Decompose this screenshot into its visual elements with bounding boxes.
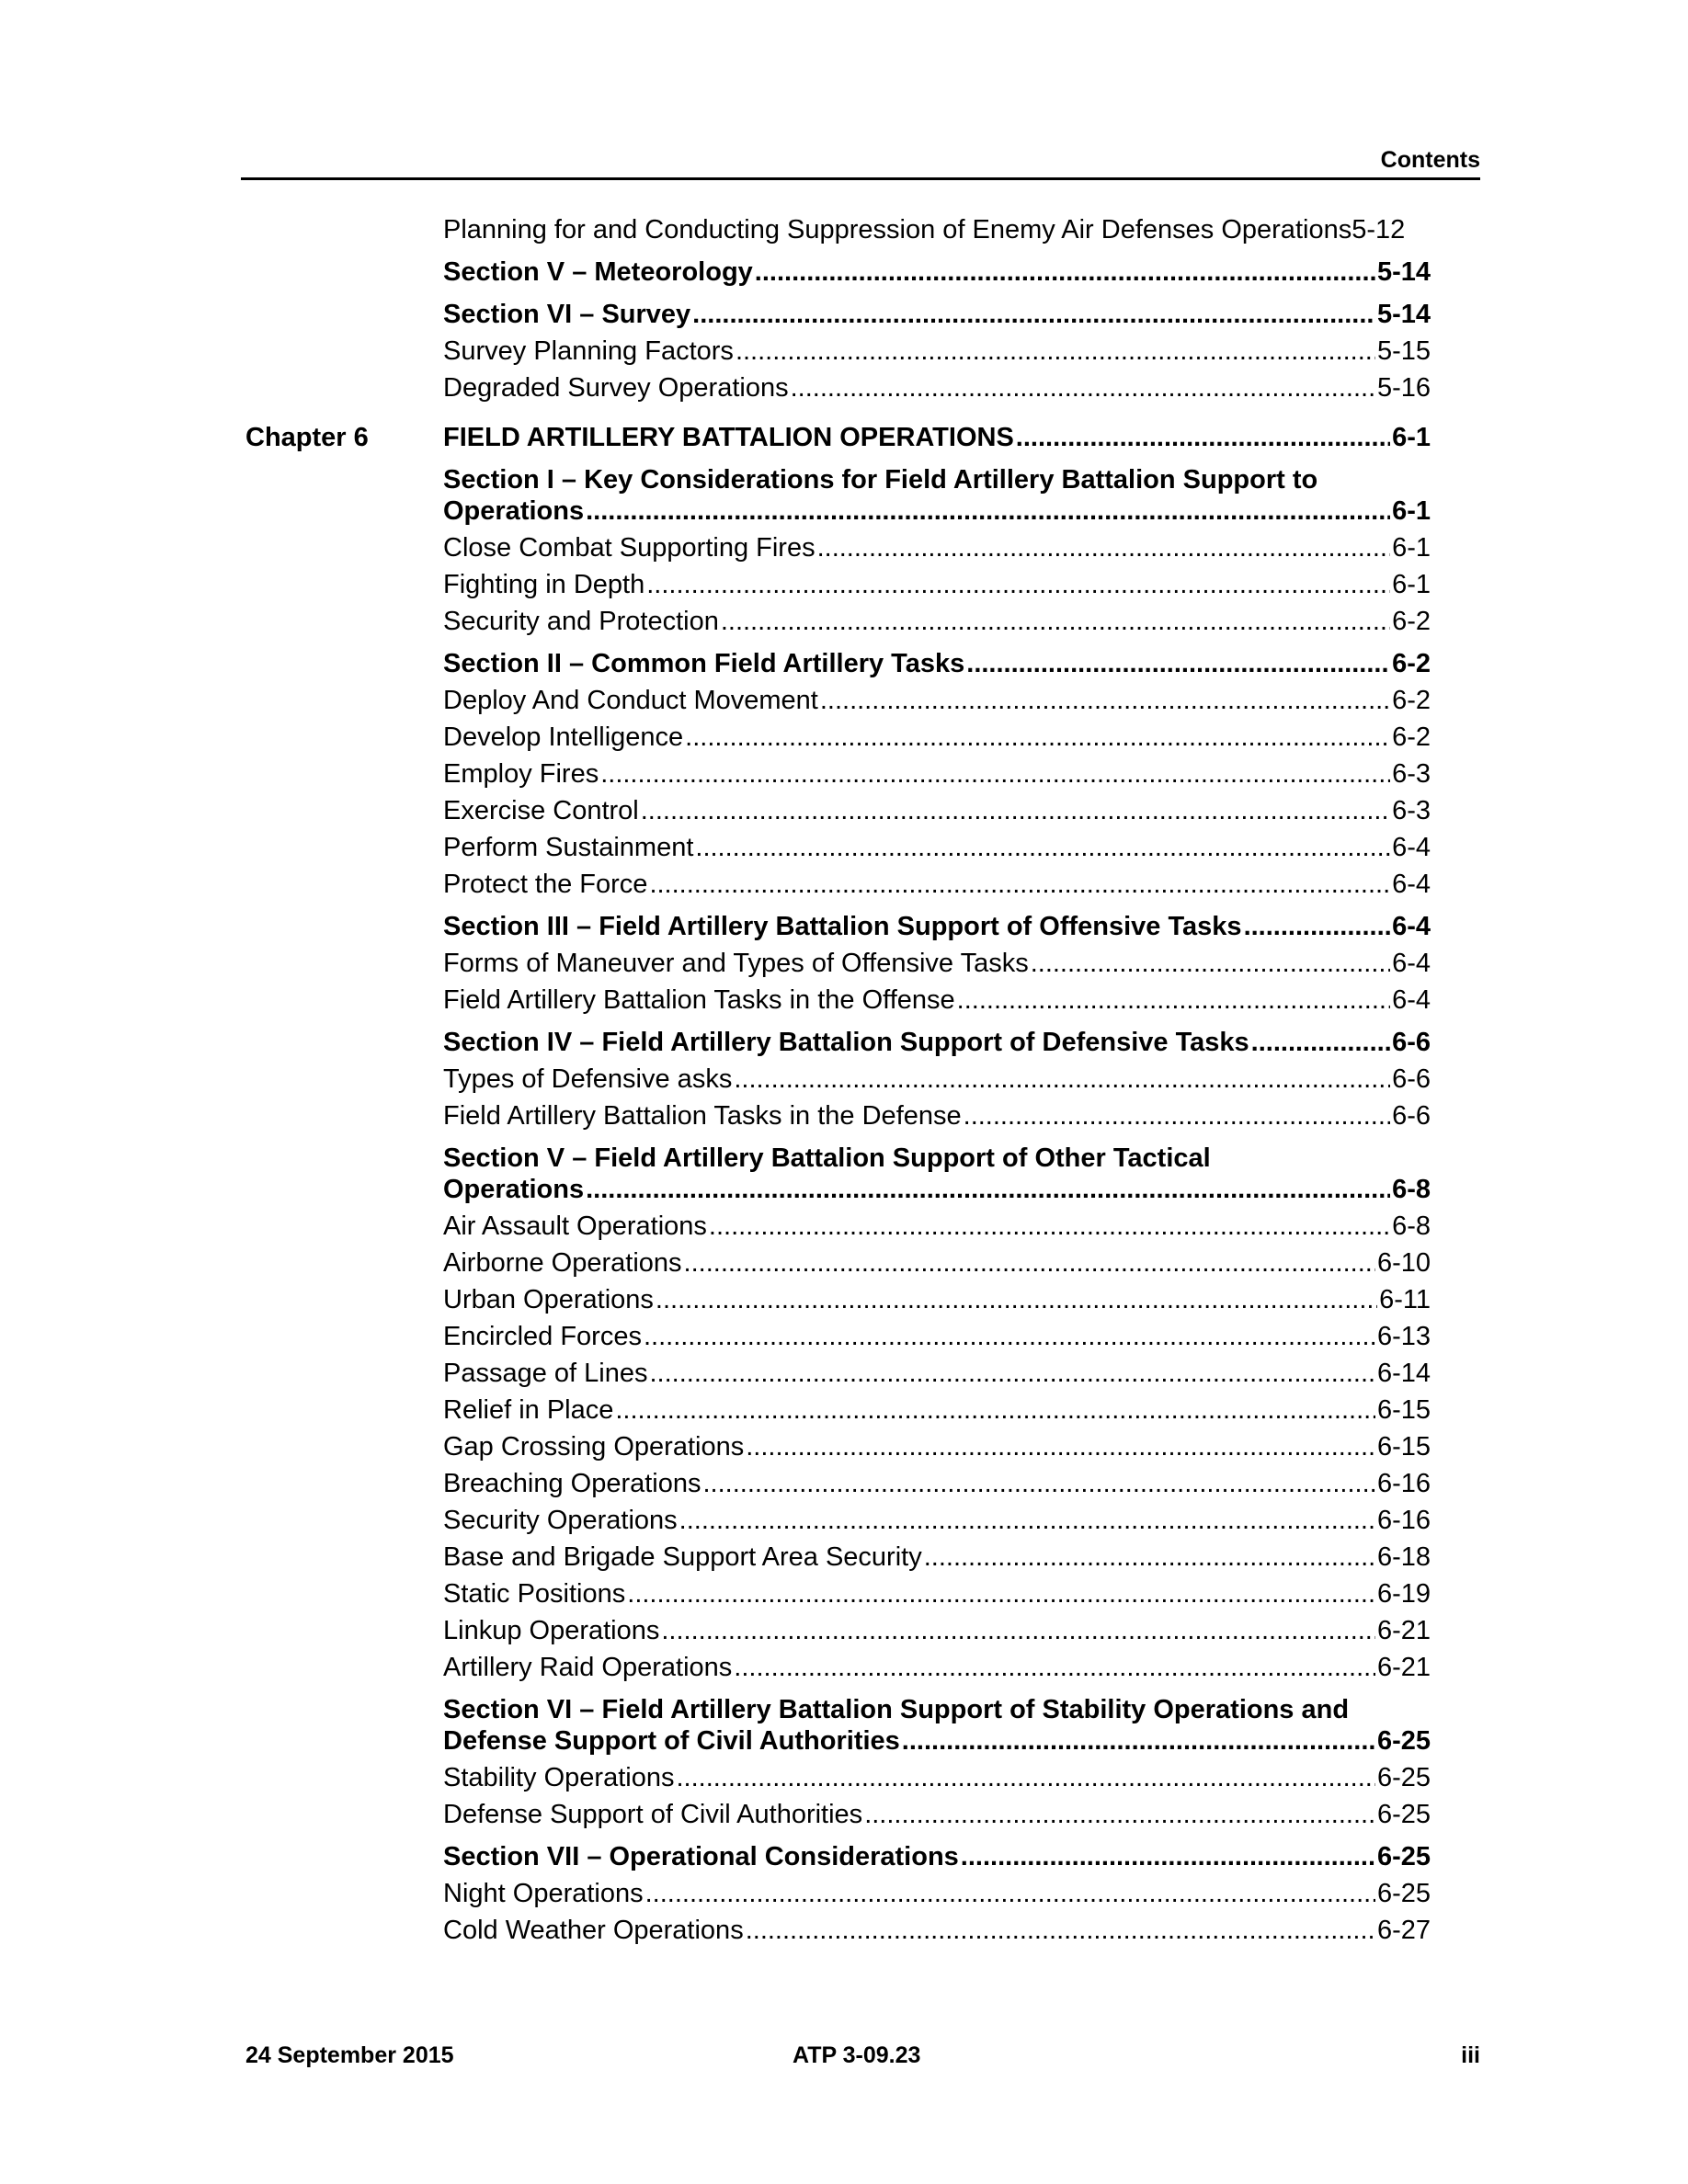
toc-entry-title: Relief in Place xyxy=(443,1395,614,1425)
toc-entry-page: 6-2 xyxy=(1392,686,1431,715)
toc-entry[interactable] xyxy=(443,869,1431,900)
toc-entry-page: 6-1 xyxy=(1392,570,1431,599)
toc-entry-page: 6-4 xyxy=(1392,985,1431,1015)
dot-leader xyxy=(736,336,1375,367)
dot-leader xyxy=(961,1841,1375,1872)
toc-entry-page: 6-11 xyxy=(1379,1285,1431,1314)
toc-entry-title: Encircled Forces xyxy=(443,1322,642,1351)
toc-entry-title: Section II – Common Field Artillery Tasks xyxy=(443,649,965,678)
toc-section-entry[interactable] xyxy=(443,1027,1431,1058)
toc-entry-page: 6-25 xyxy=(1376,1800,1431,1829)
chapter-label: Chapter 6 xyxy=(245,423,369,452)
toc-entry[interactable] xyxy=(443,1505,1431,1536)
toc-entry-page: 6-25 xyxy=(1376,1842,1431,1871)
toc-entry[interactable] xyxy=(443,1431,1431,1462)
toc-entry-title: Cold Weather Operations xyxy=(443,1916,744,1945)
toc-entry-title: Base and Brigade Support Area Security xyxy=(443,1542,922,1572)
toc-entry-page: 6-8 xyxy=(1392,1211,1431,1241)
toc-entry-page: 6-25 xyxy=(1376,1763,1431,1792)
toc-entry-page: 6-25 xyxy=(1376,1879,1431,1908)
dot-leader xyxy=(791,372,1375,404)
toc-entry-page: 6-8 xyxy=(1392,1175,1431,1204)
toc-entry-title: Linkup Operations xyxy=(443,1616,660,1645)
toc-entry[interactable] xyxy=(443,984,1431,1016)
dot-leader xyxy=(692,299,1375,330)
toc-entry-title: Artillery Raid Operations xyxy=(443,1653,733,1682)
toc-entry-page: 6-3 xyxy=(1392,759,1431,789)
footer-page-number: iii xyxy=(1461,2042,1480,2068)
dot-leader xyxy=(627,1578,1375,1610)
toc-entry-page: 6-1 xyxy=(1392,496,1431,526)
toc-entry-page: 6-18 xyxy=(1376,1542,1431,1572)
dot-leader xyxy=(746,1915,1375,1946)
toc-entry[interactable] xyxy=(443,606,1431,637)
toc-entry-page: 6-2 xyxy=(1392,607,1431,636)
toc-entry-title: Urban Operations xyxy=(443,1285,654,1314)
toc-entry-page: 6-16 xyxy=(1376,1469,1431,1498)
toc-entry-title: Gap Crossing Operations xyxy=(443,1432,745,1462)
toc-entry-title: Section III – Field Artillery Battalion Support of Offensive Tasks xyxy=(443,912,1242,941)
toc-entry[interactable] xyxy=(443,948,1431,979)
toc-entry[interactable] xyxy=(443,569,1431,600)
footer-date: 24 September 2015 xyxy=(245,2042,454,2068)
toc-entry[interactable] xyxy=(443,1878,1431,1909)
toc-entry-page: 6-25 xyxy=(1376,1726,1431,1756)
toc-entry-page: 6-13 xyxy=(1376,1322,1431,1351)
toc-entry[interactable] xyxy=(443,1064,1431,1095)
toc-entry-title: Breaching Operations xyxy=(443,1469,701,1498)
toc-entry-page: 6-14 xyxy=(1376,1359,1431,1388)
dot-leader xyxy=(644,1321,1375,1352)
toc-entry[interactable] xyxy=(443,1394,1431,1426)
dot-leader xyxy=(902,1725,1375,1757)
dot-leader xyxy=(1251,1027,1390,1058)
dot-leader xyxy=(1016,422,1390,453)
toc-entry[interactable] xyxy=(443,1100,1431,1132)
toc-section-entry[interactable] xyxy=(443,1841,1431,1872)
dot-leader xyxy=(924,1541,1375,1573)
toc-entry-title: Section V – Meteorology xyxy=(443,257,753,287)
dot-leader xyxy=(709,1211,1390,1242)
toc-entry[interactable] xyxy=(443,1799,1431,1830)
toc-entry[interactable] xyxy=(443,372,1431,404)
toc-entry[interactable] xyxy=(443,532,1431,563)
toc-entry-page: 6-1 xyxy=(1392,533,1431,563)
toc-entry-title: Survey Planning Factors xyxy=(443,336,734,366)
dot-leader xyxy=(679,1505,1375,1536)
toc-entry-page: 6-6 xyxy=(1392,1101,1431,1131)
toc-entry-page: 6-21 xyxy=(1376,1616,1431,1645)
dot-leader xyxy=(649,869,1390,900)
toc-entry-title: Security and Protection xyxy=(443,607,719,636)
toc-entry[interactable] xyxy=(443,1247,1431,1279)
toc-entry-title: Fighting in Depth xyxy=(443,570,645,599)
dot-leader xyxy=(734,1652,1375,1683)
toc-entry-title: Night Operations xyxy=(443,1879,644,1908)
toc-entry-title-line2: Operations xyxy=(443,1175,585,1204)
dot-leader xyxy=(703,1468,1375,1499)
toc-entry[interactable] xyxy=(443,1321,1431,1352)
toc-entry-title: Protect the Force xyxy=(443,870,648,899)
toc-entry-title: Air Assault Operations xyxy=(443,1211,707,1241)
toc-entry-title: Degraded Survey Operations xyxy=(443,373,789,403)
toc-entry-page: 6-4 xyxy=(1392,870,1431,899)
toc-entry-title: FIELD ARTILLERY BATTALION OPERATIONS xyxy=(443,423,1014,452)
toc-entry-title: Section IV – Field Artillery Battalion Support of Defensive Tasks xyxy=(443,1028,1249,1057)
toc-entry-page: 6-6 xyxy=(1392,1028,1431,1057)
toc-entry[interactable] xyxy=(443,1358,1431,1389)
toc-entry-title: Field Artillery Battalion Tasks in the Offense xyxy=(443,985,955,1015)
toc-entry[interactable] xyxy=(443,1652,1431,1683)
toc-entry-title: Planning for and Conducting Suppression of Enemy Air Defenses Operations xyxy=(443,215,1352,245)
toc-entry-page: 6-6 xyxy=(1392,1064,1431,1094)
toc-entry[interactable] xyxy=(443,795,1431,826)
dot-leader xyxy=(645,1878,1375,1909)
toc-section-entry[interactable] xyxy=(443,299,1431,330)
dot-leader xyxy=(957,984,1390,1016)
dot-leader xyxy=(641,795,1390,826)
dot-leader xyxy=(1031,948,1390,979)
toc-entry-page: 5-14 xyxy=(1376,257,1431,287)
dot-leader xyxy=(656,1284,1377,1315)
toc-entry[interactable] xyxy=(443,1284,1431,1315)
toc-entry-page: 5-14 xyxy=(1376,300,1431,329)
running-header: Contents xyxy=(1380,147,1480,173)
dot-leader xyxy=(684,1247,1375,1279)
dot-leader xyxy=(676,1762,1374,1793)
toc-entry-page: 6-15 xyxy=(1376,1395,1431,1425)
toc-chapter-entry[interactable] xyxy=(443,422,1431,453)
toc-entry[interactable] xyxy=(443,758,1431,790)
dot-leader xyxy=(685,722,1390,753)
toc-entry-title: Types of Defensive asks xyxy=(443,1064,733,1094)
toc-entry-page: 6-4 xyxy=(1392,833,1431,862)
toc-entry[interactable] xyxy=(443,685,1431,716)
toc-entry-title-line1: Section I – Key Considerations for Field Artillery Battalion Support to xyxy=(443,465,1318,495)
toc-entry-page: 6-4 xyxy=(1392,912,1431,941)
toc-entry-title: Stability Operations xyxy=(443,1763,675,1792)
toc-section-entry[interactable] xyxy=(443,1143,1431,1205)
dot-leader xyxy=(864,1799,1375,1830)
toc-entry[interactable] xyxy=(443,1762,1431,1793)
toc-entry-page: 6-1 xyxy=(1392,423,1431,452)
toc-entry-page: 6-19 xyxy=(1376,1579,1431,1609)
toc-entry-title: Develop Intelligence xyxy=(443,722,684,752)
dot-leader xyxy=(615,1394,1375,1426)
toc-entry[interactable] xyxy=(443,1541,1431,1573)
toc-entry[interactable] xyxy=(443,336,1431,367)
toc-entry[interactable] xyxy=(443,1468,1431,1499)
toc-entry-page: 6-2 xyxy=(1392,722,1431,752)
toc-entry-title: Static Positions xyxy=(443,1579,626,1609)
toc-entry-page: 6-21 xyxy=(1376,1653,1431,1682)
toc-entry-title: Section VII – Operational Considerations xyxy=(443,1842,959,1871)
toc-entry-title: Forms of Maneuver and Types of Offensive Tasks xyxy=(443,949,1029,978)
toc-entry[interactable] xyxy=(443,214,1431,245)
dot-leader xyxy=(695,832,1390,863)
toc-entry-title: Airborne Operations xyxy=(443,1248,682,1278)
toc-entry-title-line1: Section V – Field Artillery Battalion Support of Other Tactical xyxy=(443,1143,1211,1173)
header-rule xyxy=(241,177,1480,180)
toc-entry-page: 6-2 xyxy=(1392,649,1431,678)
toc-entry-title: Passage of Lines xyxy=(443,1359,648,1388)
toc-entry-title: Employ Fires xyxy=(443,759,599,789)
toc-entry[interactable] xyxy=(443,1615,1431,1646)
dot-leader xyxy=(721,606,1390,637)
dot-leader xyxy=(649,1358,1374,1389)
toc-entry-page: 5-15 xyxy=(1376,336,1431,366)
toc-entry-title-line2: Defense Support of Civil Authorities xyxy=(443,1726,900,1756)
toc-entry-page: 6-16 xyxy=(1376,1506,1431,1535)
toc-entry[interactable] xyxy=(443,1578,1431,1610)
dot-leader xyxy=(817,532,1391,563)
toc-entry-title-line1: Section VI – Field Artillery Battalion Support of Stability Operations and xyxy=(443,1695,1350,1724)
toc-entry[interactable] xyxy=(443,1915,1431,1946)
toc-entry-title: Security Operations xyxy=(443,1506,678,1535)
toc-entry-page: 6-27 xyxy=(1376,1916,1431,1945)
dot-leader xyxy=(600,758,1390,790)
toc-entry[interactable] xyxy=(443,832,1431,863)
toc-entry-title: Defense Support of Civil Authorities xyxy=(443,1800,863,1829)
dot-leader xyxy=(964,1100,1390,1132)
footer-publication: ATP 3-09.23 xyxy=(793,2042,921,2068)
toc-entry[interactable] xyxy=(443,722,1431,753)
toc-entry-page: 6-4 xyxy=(1392,949,1431,978)
toc-entry-title-line2: Operations xyxy=(443,496,585,526)
toc-section-entry[interactable] xyxy=(443,256,1431,288)
dot-leader xyxy=(734,1064,1390,1095)
toc-entry-page: 5-16 xyxy=(1376,373,1431,403)
toc-entry-page: 6-10 xyxy=(1376,1248,1431,1278)
dot-leader xyxy=(966,648,1390,679)
dot-leader xyxy=(661,1615,1375,1646)
toc-entry-page: 5-12 xyxy=(1352,215,1406,245)
dot-leader xyxy=(746,1431,1375,1462)
toc-entry-title: Field Artillery Battalion Tasks in the Defense xyxy=(443,1101,962,1131)
dot-leader xyxy=(1244,911,1391,942)
toc-section-entry[interactable] xyxy=(443,464,1431,527)
toc-section-entry[interactable] xyxy=(443,648,1431,679)
toc-entry-title: Close Combat Supporting Fires xyxy=(443,533,815,563)
toc-entry-page: 6-3 xyxy=(1392,796,1431,825)
dot-leader xyxy=(820,685,1390,716)
dot-leader xyxy=(646,569,1390,600)
dot-leader xyxy=(586,495,1390,527)
toc-entry-title: Section VI – Survey xyxy=(443,300,691,329)
toc-entry-title: Exercise Control xyxy=(443,796,639,825)
toc-section-entry[interactable] xyxy=(443,911,1431,942)
toc-section-entry[interactable] xyxy=(443,1694,1431,1757)
toc-entry-title: Perform Sustainment xyxy=(443,833,694,862)
toc-entry-page: 6-15 xyxy=(1376,1432,1431,1462)
toc-entry-title: Deploy And Conduct Movement xyxy=(443,686,818,715)
toc-entry[interactable] xyxy=(443,1211,1431,1242)
dot-leader xyxy=(755,256,1375,288)
dot-leader xyxy=(586,1174,1390,1205)
